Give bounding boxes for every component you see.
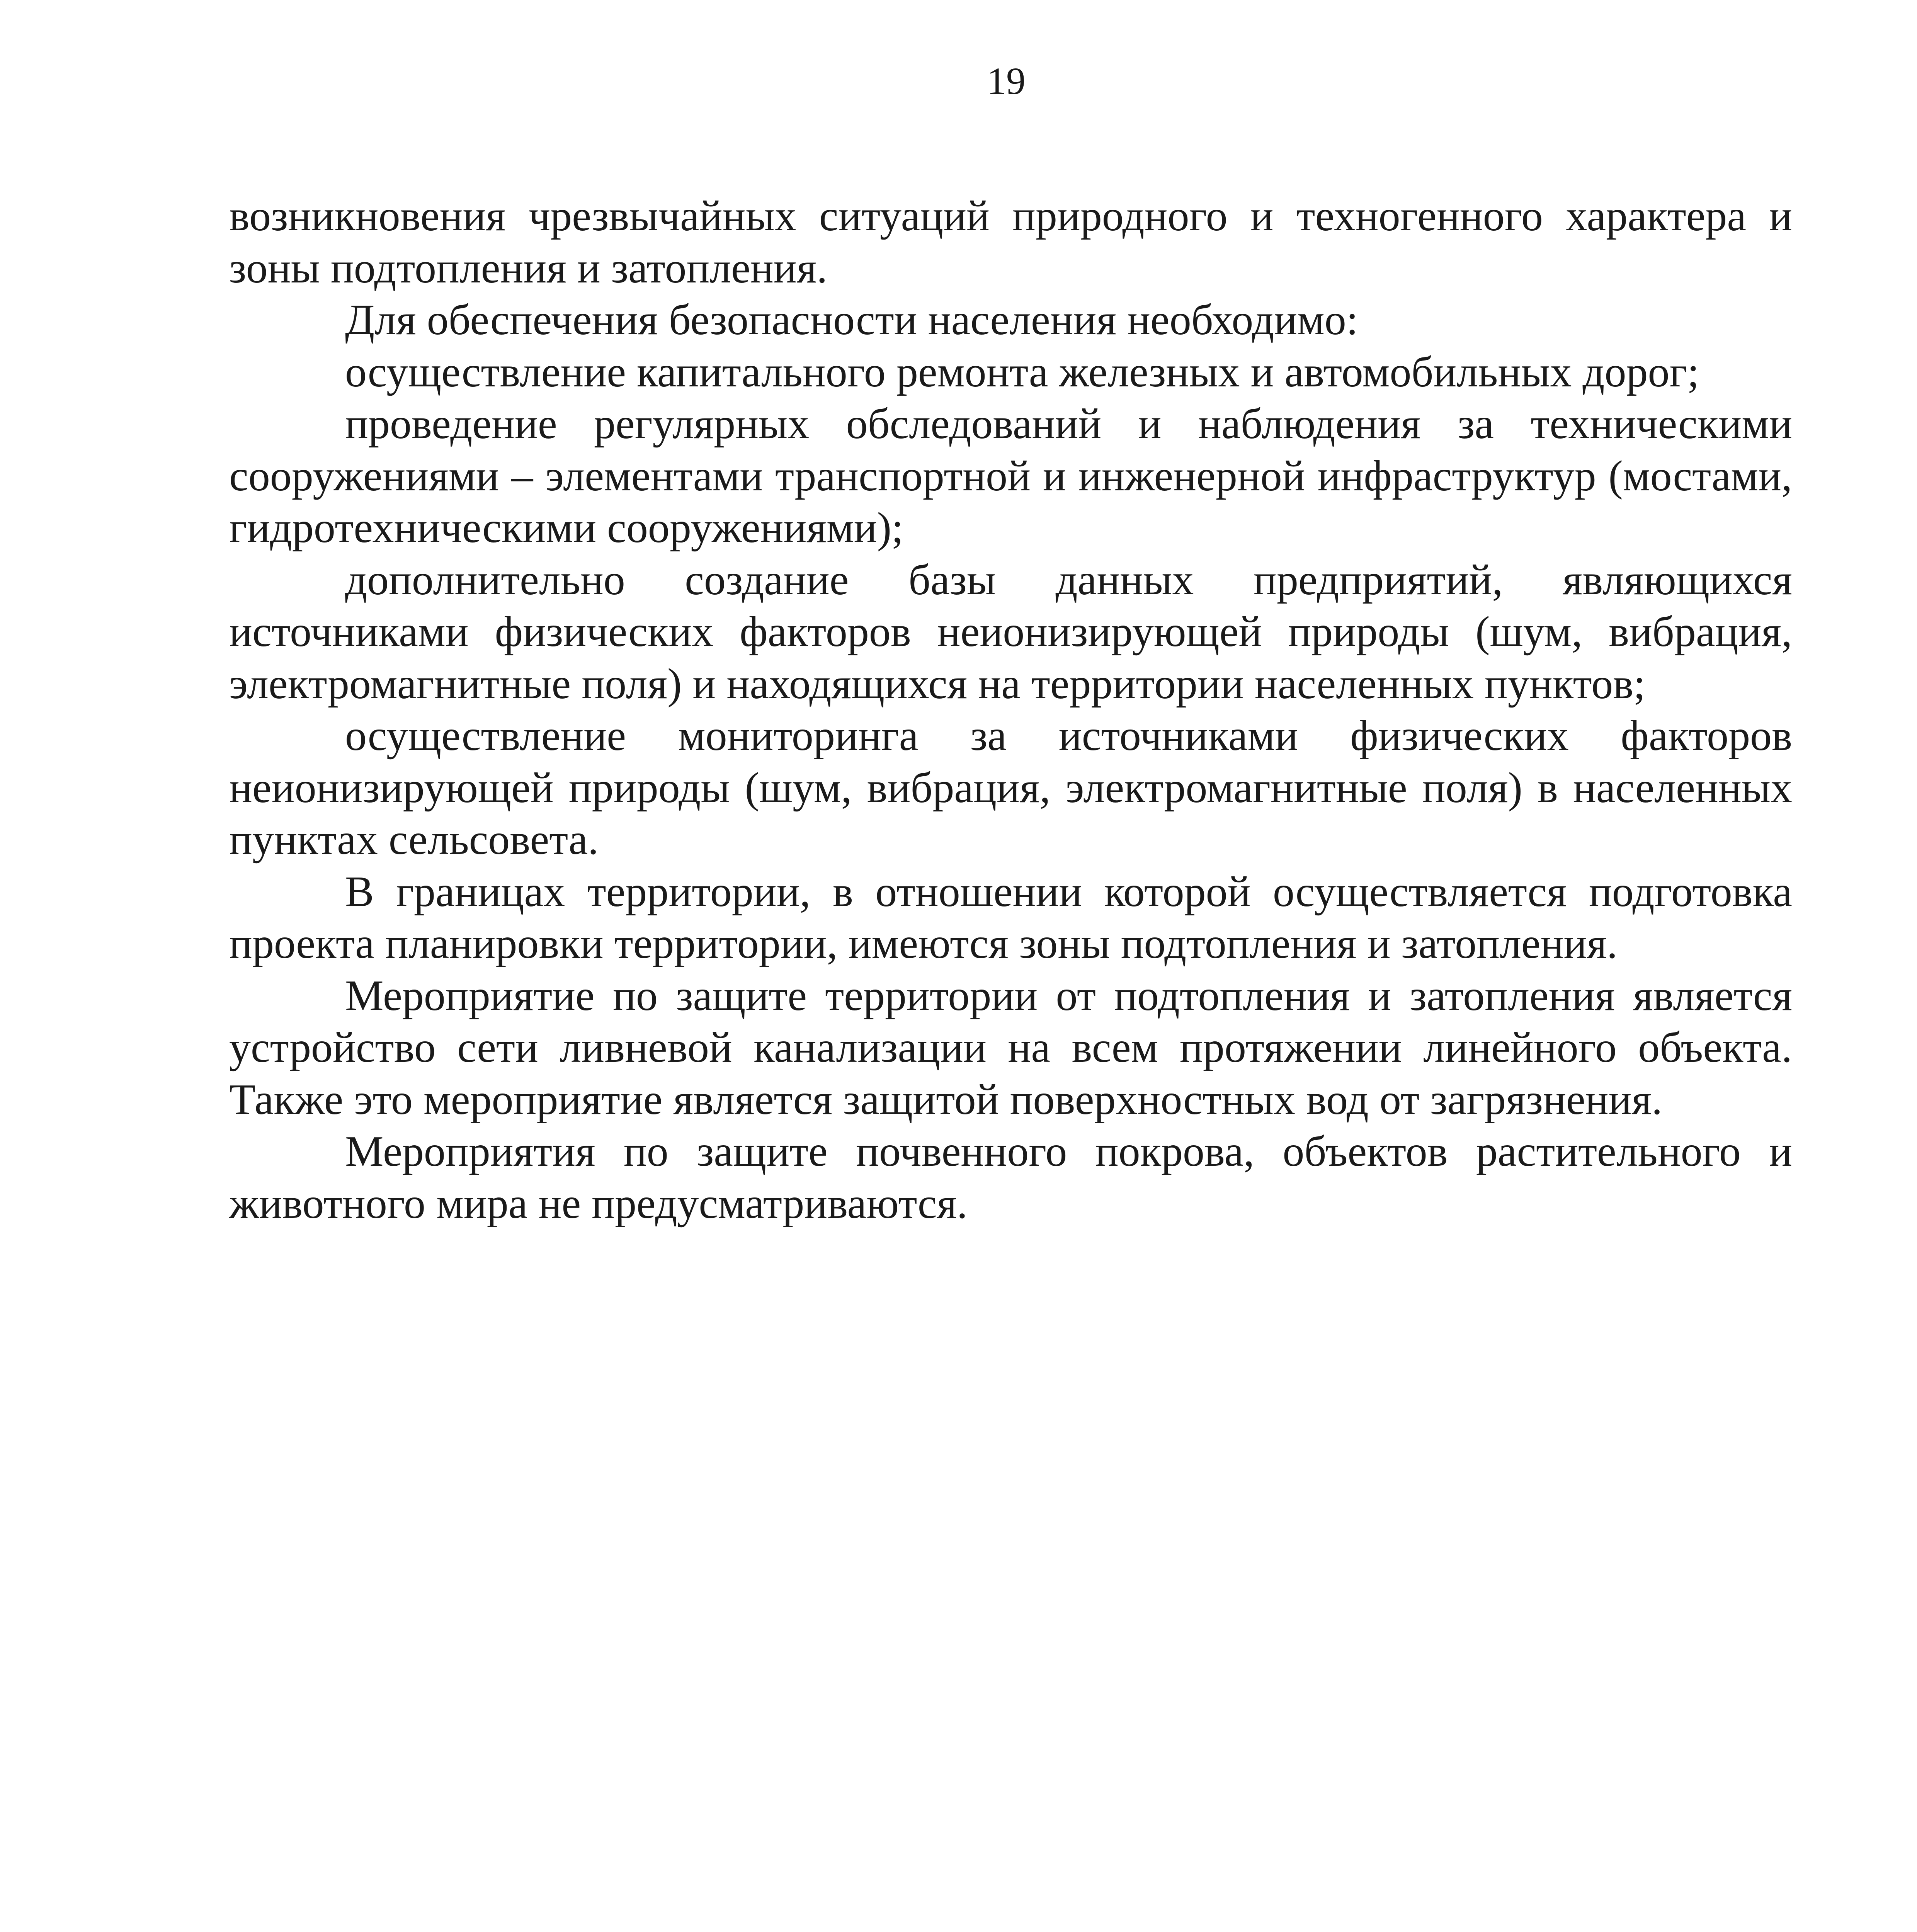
paragraph-7: В границах территории, в отношении которой осуществляется подготовка проекта планировки территории, имеются зоны подтопления и затопления.	[229, 867, 1792, 968]
paragraph-4: проведение регулярных обследований и наблюдения за техническими сооружениями – элементами транспортной и инженерной инфраструктур (мостами, гидротехническими сооружениями);	[229, 400, 1792, 552]
page-number: 19	[987, 60, 1026, 102]
paragraph-2: Для обеспечения безопасности населения необходимо:	[345, 296, 1358, 344]
paragraph-3: осуществление капитального ремонта железных и автомобильных дорог;	[345, 348, 1699, 396]
paragraph-9: Мероприятия по защите почвенного покрова, объектов растительного и животного мира не предусматриваются.	[229, 1128, 1792, 1228]
paragraph-1: возникновения чрезвычайных ситуаций природного и техногенного характера и зоны подтопления и затопления.	[229, 192, 1792, 292]
body-text	[229, 190, 1792, 1230]
paragraph-6: осуществление мониторинга за источниками физических факторов неионизирующей природы (шум, вибрация, электромагнитные поля) в населенных пунктах сельсовета.	[229, 712, 1792, 864]
paragraph-5: дополнительно создание базы данных предприятий, являющихся источниками физических факторов неионизирующей природы (шум, вибрация, электромагнитные поля) и находящихся на территории населенных пунктов;	[229, 556, 1792, 708]
paragraph-8: Мероприятие по защите территории от подтопления и затопления является устройство сети ливневой канализации на всем протяжении линейного объекта. Также это мероприятие является защитой поверхностных вод от загрязнения.	[229, 971, 1792, 1124]
